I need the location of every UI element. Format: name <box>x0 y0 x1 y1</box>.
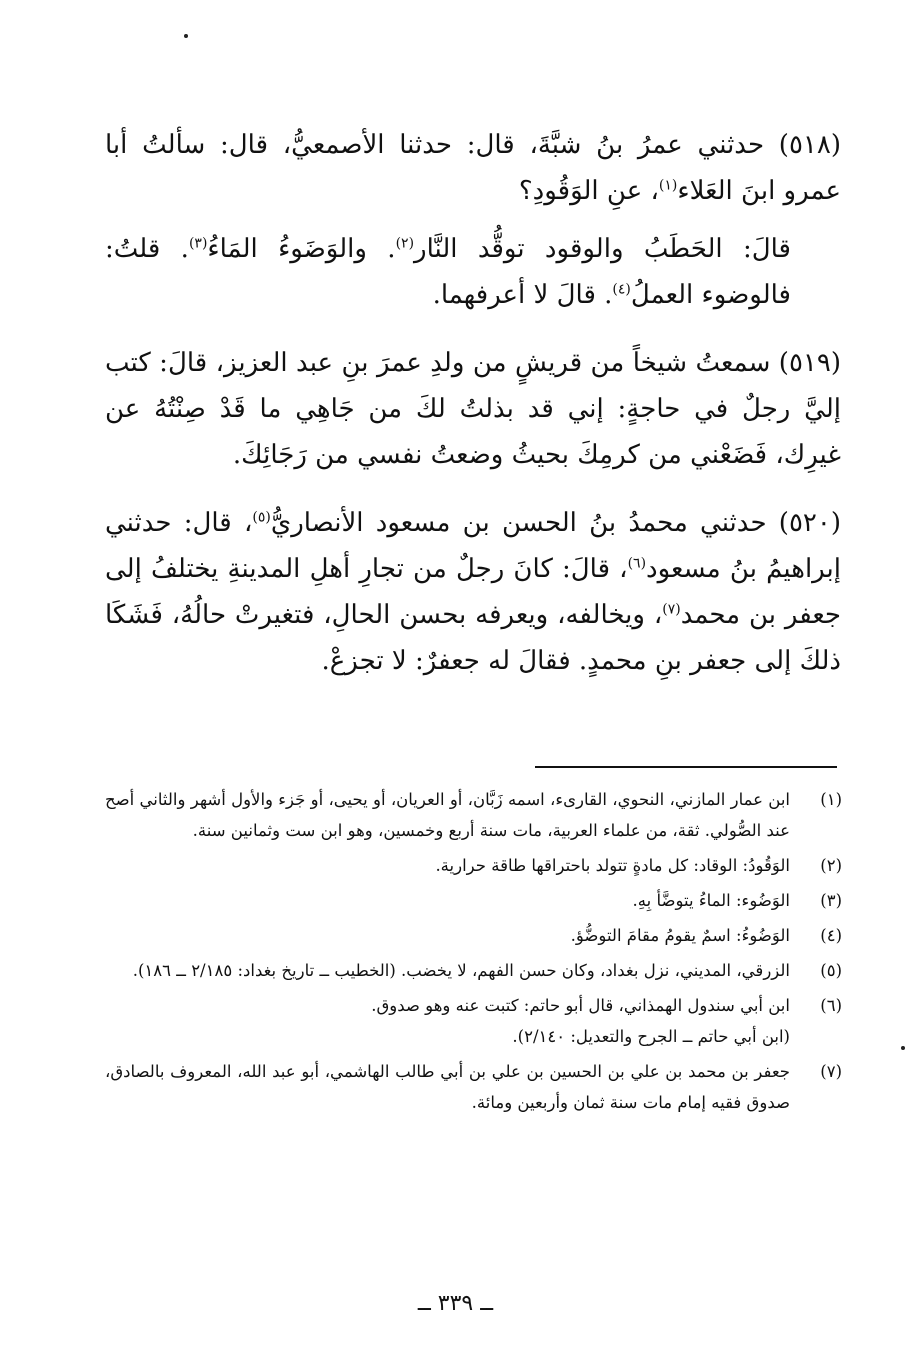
footnote-text: جعفر بن محمد بن علي بن الحسين بن علي بن أبي طالب الهاشمي، أبو عبد الله، المعروف بالصادق، صدوق فقيه إمام مات سنة ثمان وأربعين ومائة. <box>105 1062 790 1112</box>
speck-mark <box>901 1046 905 1050</box>
paragraph-518 <box>105 122 841 214</box>
footnote-ref: (٦) <box>627 555 647 572</box>
footnote-text: (ابن أبي حاتم ــ الجرح والتعديل: ٢/١٤٠). <box>512 1027 790 1046</box>
footnote-ref: (٣) <box>188 235 208 252</box>
paragraph-text: حدثني محمدُ بنُ الحسن بن مسعود الأنصاريُّ <box>270 508 767 538</box>
paragraph-text: . قلتُ: فالوضوء العملُ <box>105 234 791 310</box>
footnote-6 <box>105 990 842 1052</box>
footnote-ref: (١) <box>658 177 678 194</box>
paragraph-text: ، قال: حدثني إبراهيمُ بنُ مسعود <box>105 508 841 584</box>
footnote-number: (٦) <box>820 996 842 1015</box>
page-number: ــ ٣٣٩ ــ <box>417 1291 494 1316</box>
footnote-number: (٣) <box>820 891 842 910</box>
paragraph-text: ، قالَ: كانَ رجلٌ من تجارِ أهلِ المدينةِ يختلفُ إلى جعفر بن محمد <box>105 554 841 630</box>
footnote-ref: (٧) <box>662 601 681 618</box>
paragraph-518-continued <box>105 226 841 318</box>
paragraph-text: ، ويخالفه، ويعرفه بحسن الحالِ، فتغيرتْ حالُهُ، فَشَكَا ذلكَ إلى جعفر بنِ محمدٍ. فقالَ له جعفرٌ: لا تجزعْ. <box>105 600 841 676</box>
footnote-7 <box>105 1056 842 1118</box>
paragraph-520 <box>105 500 841 684</box>
paragraph-text: . والوَضَوءُ المَاءُ <box>207 234 396 264</box>
footnote-2 <box>105 850 842 881</box>
footnote-ref: (٥) <box>252 509 271 526</box>
paragraph-text: حدثني عمرُ بنُ شبَّةَ، قال: حدثنا الأصمعيُّ، قال: سألتُ أبا عمرو ابنَ العَلاء <box>105 130 841 206</box>
paragraph-number: (٥١٩) <box>778 348 842 378</box>
footnote-text: الوَضُوء: الماءُ يتوضَّأ بِهِ. <box>632 891 790 910</box>
footnote-number: (٢) <box>820 856 842 875</box>
main-text <box>105 122 841 706</box>
paragraph-number: (٥٢٠) <box>778 508 842 538</box>
footnote-3 <box>105 885 842 916</box>
footnote-text: الوَقُودُ: الوقاد: كل مادةٍ تتولد باحتراقها طاقة حرارية. <box>435 856 790 875</box>
footnotes <box>105 784 842 1122</box>
footnote-number: (١) <box>820 790 842 809</box>
paragraph-519 <box>105 340 841 478</box>
footnote-ref: (٢) <box>395 235 415 252</box>
paragraph-text: ، عنِ الوَقُودِ؟ <box>518 176 659 206</box>
footnote-number: (٥) <box>820 961 842 980</box>
paragraph-text: قالَ: الحَطَبُ والوقود توقُّد النَّار <box>414 234 791 264</box>
footnote-1 <box>105 784 842 846</box>
paragraph-text: سمعتُ شيخاً من قريشٍ من ولدِ عمرَ بنِ عبد العزيز، قالَ: كتب إليَّ رجلٌ في حاجةٍ: إني قد بذلتُ لكَ من جَاهِي ما قَدْ صِنْتُهُ عن غيرِك، فَضَعْني من كرمِكَ بحيثُ وضعتُ نفسي من رَجَائِكَ. <box>105 348 841 470</box>
footnote-separator <box>535 766 837 768</box>
paragraph-number: (٥١٨) <box>778 130 841 160</box>
footnote-number: (٤) <box>820 926 842 945</box>
paragraph-text: . قالَ لا أعرفهما. <box>432 280 613 310</box>
footnote-text: الوَضُوءُ: اسمٌ يقومُ مقامَ التوضُّؤ. <box>570 926 790 945</box>
footnote-ref: (٤) <box>612 281 631 298</box>
footnote-text: ابن عمار المازني، النحوي، القارىء، اسمه زَبَّان، أو العريان، أو يحيى، أو جَزء والأول أشهر والثاني أصح عند الصُّولي. ثقة، من علماء العربية، مات سنة أربع وخمسين، وهو ابن ست وثمانين سنة. <box>105 790 790 840</box>
speck-mark <box>184 34 188 38</box>
footnote-number: (٧) <box>820 1062 842 1081</box>
footnote-5 <box>105 955 842 986</box>
footnote-4 <box>105 920 842 951</box>
footnote-text: الزرقي، المديني، نزل بغداد، وكان حسن الفهم، لا يخضب. (الخطيب ــ تاريخ بغداد: ٢/١٨٥ ــ ١٨٦). <box>132 961 790 980</box>
footnote-text: ابن أبي سندول الهمذاني، قال أبو حاتم: كتبت عنه وهو صدوق. <box>371 996 790 1015</box>
